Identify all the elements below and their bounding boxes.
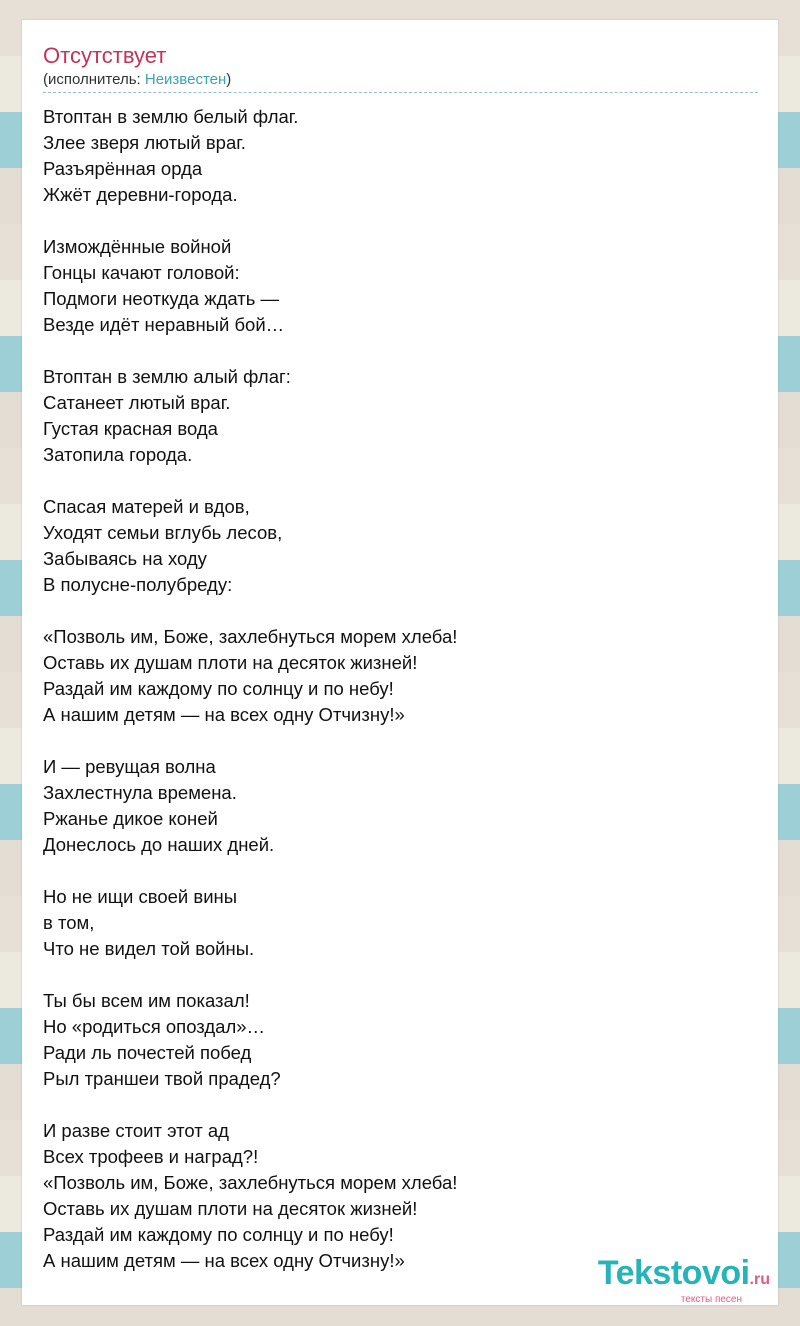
logo-wordmark [598,1255,770,1298]
lyric-line: В полусне-полубреду: [43,574,233,595]
performer-prefix: (исполнитель: [43,71,145,88]
lyric-line: Затопила города. [43,444,193,465]
lyric-line: И — ревущая волна [43,756,216,777]
lyric-line: Раздай им каждому по солнцу и по небу! [43,678,394,699]
performer-link[interactable]: Неизвестен [144,71,227,88]
lyrics-stanza [43,988,758,1092]
logo-main-text: Tekstovoi [597,1254,750,1292]
lyric-line: Что не видел той войны. [43,938,255,959]
lyric-line: Донеслось до наших дней. [43,834,275,855]
lyric-line: в том, [43,912,95,933]
lyrics-stanza [43,494,758,598]
lyric-line: Разъярённая орда [43,158,203,179]
lyric-line: Жжёт деревни-города. [43,184,238,205]
lyric-line: Злее зверя лютый враг. [43,132,246,153]
lyric-line: А нашим детям — на всех одну Отчизну!» [43,1250,405,1271]
lyric-line: Густая красная вода [43,418,218,439]
lyric-line: Захлестнула времена. [43,782,237,803]
lyric-line: Втоптан в землю белый флаг. [43,106,299,127]
logo-tld: .ru [749,1271,770,1288]
lyric-line: Ради ль почестей побед [43,1042,252,1063]
lyric-line: Везде идёт неравный бой… [43,314,285,335]
lyrics-stanza [43,1118,758,1274]
lyric-line: Измождённые войной [43,236,232,257]
lyrics-stanza [43,104,758,208]
lyrics-text [43,104,758,1274]
lyrics-card [22,20,778,1305]
lyric-line: Но не ищи своей вины [43,886,238,907]
lyric-line: И разве стоит этот ад [43,1120,229,1141]
lyric-line: Оставь их душам плоти на десяток жизней! [43,1198,418,1219]
lyric-line: Сатанеет лютый враг. [43,392,231,413]
lyric-line: Уходят семьи вглубь лесов, [43,522,283,543]
lyric-line: «Позволь им, Боже, захлебнуться морем хлеба! [43,1172,458,1193]
lyric-line: Ржанье дикое коней [43,808,218,829]
lyric-line: А нашим детям — на всех одну Отчизну!» [43,704,405,725]
lyric-line: Гонцы качают головой: [43,262,240,283]
performer-suffix: ) [226,71,232,88]
lyrics-stanza [43,624,758,728]
lyric-line: Спасая матерей и вдов, [43,496,250,517]
lyric-line: «Позволь им, Боже, захлебнуться морем хлеба! [43,626,458,647]
lyric-line: Но «родиться опоздал»… [43,1016,266,1037]
lyric-line: Подмоги неоткуда ждать — [43,288,280,309]
lyrics-stanza [43,754,758,858]
logo-tagline: тексты песен [680,1294,742,1305]
lyric-line: Забываясь на ходу [43,548,207,569]
site-logo[interactable] [598,1255,770,1306]
lyrics-stanza [43,234,758,338]
lyric-line: Раздай им каждому по солнцу и по небу! [43,1224,394,1245]
lyric-line: Всех трофеев и наград?! [43,1146,259,1167]
song-title: Отсутствует [43,43,167,68]
lyrics-stanza [43,364,758,468]
lyric-line: Рыл траншеи твой прадед? [43,1068,281,1089]
lyric-line: Втоптан в землю алый флаг: [43,366,291,387]
lyrics-stanza [43,884,758,962]
performer-line [43,70,758,93]
lyric-line: Ты бы всем им показал! [43,990,250,1011]
lyric-line: Оставь их душам плоти на десяток жизней! [43,652,418,673]
